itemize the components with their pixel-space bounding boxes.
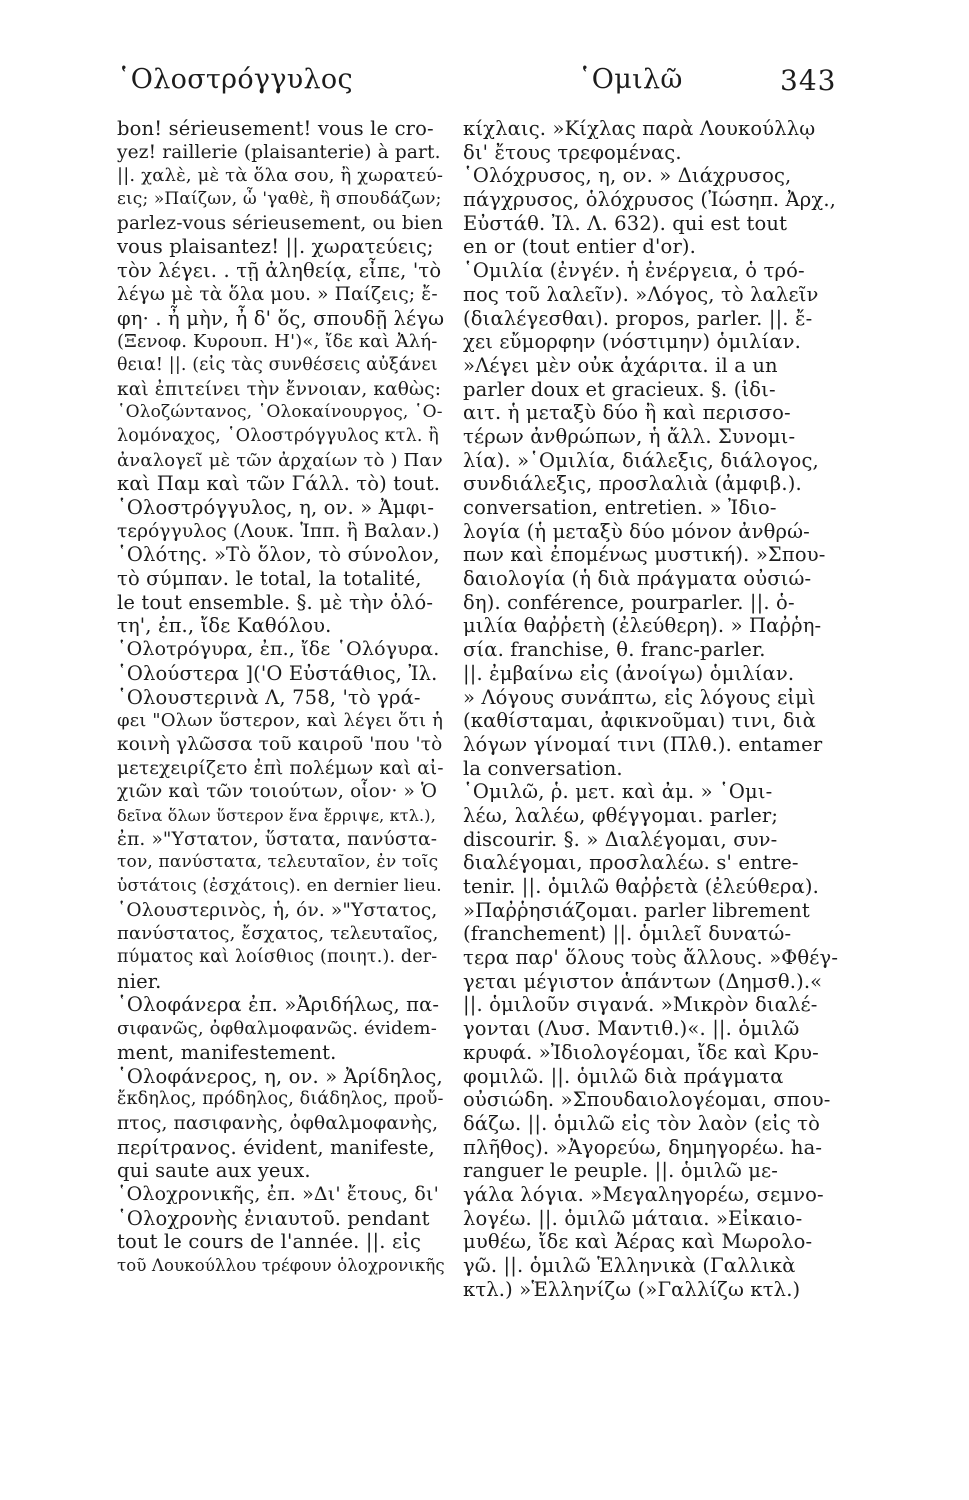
text-line: μυθέω, ἴδε καὶ Ἀέρας καὶ Μωρολο- [463, 1230, 813, 1254]
text-line: αιτ. ἡ μεταξὺ δύο ἢ καὶ περισσο- [463, 401, 791, 425]
text-line: ῾Ομιλία (ἐνγέν. ἡ ἐνέργεια, ὁ τρό- [463, 259, 805, 283]
text-line: σιφανῶς, ὀφθαλμοφανῶς. évidem- [117, 1018, 437, 1040]
text-line: conversation, entretien. » Ἰδιο- [463, 496, 777, 519]
text-line: λογία (ἡ μεταξὺ δύο μόνον ἀνθρώ- [463, 519, 810, 543]
text-line: καὶ ἐπιτείνει τὴν ἔννοιαν, καθὼς: [117, 378, 442, 400]
text-line: bon! sérieusement! vous le cro- [117, 117, 434, 140]
text-line: ὑστάτοις (ἐσχάτοις). en dernier lieu. [117, 876, 442, 896]
text-line: »Παῤῥησιάζομαι. parler librement [463, 898, 810, 922]
text-line: πος τοῦ λαλεῖν). »Λόγος, τὸ λαλεῖν [463, 282, 819, 306]
text-line: (διαλέγεσθαι). propos, parler. ||. ἔ- [463, 306, 813, 330]
text-line: ῾Ολότης. »Τὸ ὅλον, τὸ σύνολον, [117, 543, 440, 567]
text-line: τερόγγυλος (Λουκ. Ἱππ. ἢ Βαλαν.) [117, 520, 440, 542]
text-line: τὸν λέγει. . τῇ ἀληθείᾳ, εἶπε, 'τὸ [117, 259, 442, 283]
text-line: πλῆθος). »Ἀγορεύω, δημηγορέω. ha- [463, 1135, 823, 1159]
text-line: γῶ. ||. ὁμιλῶ Ἑλληνικὰ (Γαλλικὰ [463, 1254, 796, 1277]
text-line: ῾Ολουστερινὸς, ἡ, όν. »"Υστατος, [117, 899, 438, 921]
text-line: πων καὶ ἐπομένως μυστική). »Σπου- [463, 543, 826, 567]
text-line: πάγχρυσος, ὁλόχρυσος (Ἰώσηπ. Ἀρχ., [463, 188, 837, 212]
text-line: δαιολογία (ἡ διὰ πράγματα οὐσιώ- [463, 567, 812, 591]
text-line: φομιλῶ. ||. ὁμιλῶ διὰ πράγματα [463, 1064, 784, 1088]
text-line: δεῖνα ὅλων ὕστερον ἕνα ἔρριψε, κτλ.), [117, 805, 436, 825]
text-line: (καθίσταμαι, ἀφικνοῦμαι) τινι, διὰ [463, 709, 816, 733]
text-line: qui saute aux yeux. [117, 1159, 311, 1183]
text-line: parlez-vous sérieusement, ou bien [117, 212, 444, 234]
text-line: yez! raillerie (plaisanterie) à part. [117, 141, 441, 163]
text-line: μετεχειρίζετο ἐπὶ πολέμων καὶ αἰ- [117, 757, 444, 779]
text-line: λογέω. ||. ὁμιλῶ μάταια. »Εἰκαιο- [463, 1206, 803, 1230]
text-line: ῾Ολοχρονικῆς, ἐπ. »Δι' ἔτους, δι' [117, 1182, 439, 1205]
text-line: ῾Ολούστερα ]('Ο Εὐστάθιος, Ἰλ. [117, 661, 438, 685]
text-line: ῾Ολοχρονὴς ἐνιαυτοῦ. pendant [117, 1206, 430, 1230]
text-line: ῾Ολοτρόγυρα, ἐπ., ἴδε ῾Ολόγυρα. [117, 638, 440, 661]
text-line: δάζω. ||. ὁμιλῶ εἰς τὸν λαὸν (εἰς τὸ [463, 1111, 820, 1135]
text-line: λέω, λαλέω, φθέγγομαι. parler; [463, 803, 779, 827]
text-line: τὸ σύμπαν. le total, la totalité, [117, 567, 422, 591]
text-line: nier. [117, 969, 162, 993]
text-line: » Λόγους συνάπτω, εἰς λόγους εἰμὶ [463, 685, 816, 709]
text-line: parler doux et gracieux. §. (ἰδι- [463, 377, 776, 401]
text-line: κοινὴ γλῶσσα τοῦ καιροῦ 'που 'τὸ [117, 733, 443, 755]
text-line: εις; »Παίζων, ὦ 'γαθὲ, ἢ σπουδάζων; [117, 189, 442, 210]
text-line: θεια! ||. (εἰς τὰς συνθέσεις αὐξάνει [117, 354, 438, 375]
text-line: διαλέγομαι, προσλαλέω. s' entre- [463, 851, 799, 875]
right-column [463, 117, 851, 1301]
text-line: λία). »῾Ομιλία, διάλεξις, διάλογος, [463, 448, 819, 472]
text-line: (franchement) ||. ὁμιλεῖ δυνατώ- [463, 922, 792, 946]
text-line: Εὐστάθ. Ἰλ. Λ. 632). qui est tout [463, 211, 788, 235]
text-line: ῾Ολοζώντανος, ῾Ολοκαίνουργος, ῾Ο- [117, 402, 443, 423]
text-line: tout le cours de l'année. ||. εἰς [117, 1230, 422, 1254]
text-line: τερα παρ' ὅλους τοὺς ἄλλους. »Φθέγ- [463, 946, 839, 970]
text-line: ῾Ομιλῶ, ῥ. μετ. καὶ ἀμ. » ῾Ομι- [463, 780, 773, 804]
text-line: tenir. ||. ὁμιλῶ θαῤῥετὰ (ἐλεύθερα). [463, 875, 819, 898]
text-line: ||. χαλὲ, μὲ τὰ ὅλα σου, ἢ χωρατεύ- [117, 165, 444, 187]
text-line: ||. ἐμβαίνω εἰς (ἀνοίγω) ὁμιλίαν. [463, 661, 795, 685]
text-line: οὐσιώδη. »Σπουδαιολογέομαι, σπου- [463, 1088, 831, 1112]
text-line: πανύστατος, ἔσχατος, τελευταῖος, [117, 923, 439, 945]
text-line: χιῶν καὶ τῶν τοιούτων, οἷον· » Ὁ [117, 781, 438, 803]
text-line: ἔκδηλος, πρόδηλος, διάδηλος, προὔ- [117, 1089, 444, 1110]
text-line: σία. franchise, θ. franc-parler. [463, 638, 766, 662]
running-head-left: ῾Ολοστρόγγυλος [117, 64, 353, 95]
text-line: κρυφά. »Ἰδιολογέομαι, ἴδε καὶ Κρυ- [463, 1040, 819, 1064]
text-line: ῾Ολόχρυσος, η, ον. » Διάχρυσος, [463, 164, 792, 188]
text-line: vous plaisantez! ||. χωρατεύεις; [117, 235, 434, 259]
text-line: le tout ensemble. §. μὲ τὴν ὁλό- [117, 590, 434, 614]
text-line: ῾Ολοφάνερα ἐπ. »Ἀριδήλως, πα- [117, 993, 440, 1017]
text-line: γεται μέγιστον ἁπάντων (Δημσθ.).« [463, 969, 823, 993]
page-number: 343 [780, 64, 837, 97]
text-line: γονται (Λυσ. Μαντιθ.)«. ||. ὁμιλῶ [463, 1017, 800, 1041]
text-line: λέγω μὲ τὰ ὅλα μου. » Παίζεις; ἔ- [117, 283, 438, 305]
text-line: χει εὔμορφην (νόστιμην) ὁμιλίαν. [463, 330, 802, 354]
text-line: τον, πανύστατα, τελευταῖον, ἐν τοῖς [117, 852, 439, 873]
running-head-right: ῾Ομιλῶ [578, 64, 683, 95]
text-line: λόγων γίνομαί τινι (Πλθ.). entamer [463, 732, 823, 756]
text-line: πτος, πασιφανὴς, ὀφθαλμοφανὴς, [117, 1112, 439, 1134]
text-line: συνδιάλεξις, προσλαλιὰ (ἀμφιβ.). [463, 472, 802, 496]
text-line: ranguer le peuple. ||. ὁμιλῶ με- [463, 1159, 779, 1183]
text-line: (Ξενοφ. Κυρουπ. Η')«, ἴδε καὶ Ἀλή- [117, 331, 438, 353]
text-line: ῾Ολοφάνερος, η, ον. » Ἀρίδηλος, [117, 1064, 443, 1088]
text-line: λομόναχος, ῾Ολοστρόγγυλος κτλ. ἢ [117, 425, 439, 446]
text-line: τέρων ἀνθρώπων, ἡ ἄλλ. Συνομι- [463, 424, 796, 448]
text-line: φη· . ἦ μὴν, ἦ δ' ὅς, σπουδῇ λέγω [117, 306, 445, 330]
text-line: τοῦ Λουκούλλου τρέφουν ὁλοχρονικῆς [117, 1256, 445, 1275]
text-line: en or (tout entier d'or). [463, 235, 697, 259]
text-line: πύματος καὶ λοίσθιος (ποιητ.). der- [117, 947, 438, 968]
text-line: ment, manifestement. [117, 1040, 337, 1064]
text-line: τη', ἐπ., ἴδε Καθόλου. [117, 614, 332, 638]
text-line: περίτρανος. évident, manifeste, [117, 1135, 435, 1159]
text-line: »Λέγει μὲν οὐκ ἀχάριτα. il a un [463, 353, 778, 377]
left-column [117, 117, 445, 1278]
text-line: ῾Ολουστερινὰ Λ, 758, 'τὸ γρά- [117, 685, 421, 709]
text-line: ῾Ολοστρόγγυλος, η, ον. » Ἀμφι- [117, 496, 435, 519]
text-line: φει "Ολων ὕστερον, καὶ λέγει ὅτι ἡ [117, 710, 444, 732]
text-line: ἐπ. »"Υστατον, ὕστατα, πανύστα- [117, 828, 438, 850]
text-line: γάλα λόγια. »Μεγαληγορέω, σεμνο- [463, 1182, 824, 1206]
text-line: ἀναλογεῖ μὲ τῶν ἀρχαίων τὸ ) Παν [117, 449, 443, 471]
text-line: δι' ἔτους τρεφομένας. [463, 140, 682, 164]
text-line: κίχλαις. »Κίχλας παρὰ Λουκούλλῳ [463, 117, 816, 140]
text-line: καὶ Παμ καὶ τῶν Γάλλ. τὸ) tout. [117, 472, 441, 496]
text-line: la conversation. [463, 756, 623, 780]
text-line: μιλία θαῤῥετὴ (ἐλεύθερη). » Παῤῥη- [463, 614, 822, 638]
text-line: discourir. §. » Διαλέγομαι, συν- [463, 827, 778, 851]
text-line: κτλ.) »Ἑλληνίζω (»Γαλλίζω κτλ.) [463, 1277, 801, 1301]
text-line: δη). conférence, pourparler. ||. ὁ- [463, 590, 795, 614]
text-line: ||. ὁμιλοῦν σιγανά. »Μικρὸν διαλέ- [463, 993, 818, 1017]
